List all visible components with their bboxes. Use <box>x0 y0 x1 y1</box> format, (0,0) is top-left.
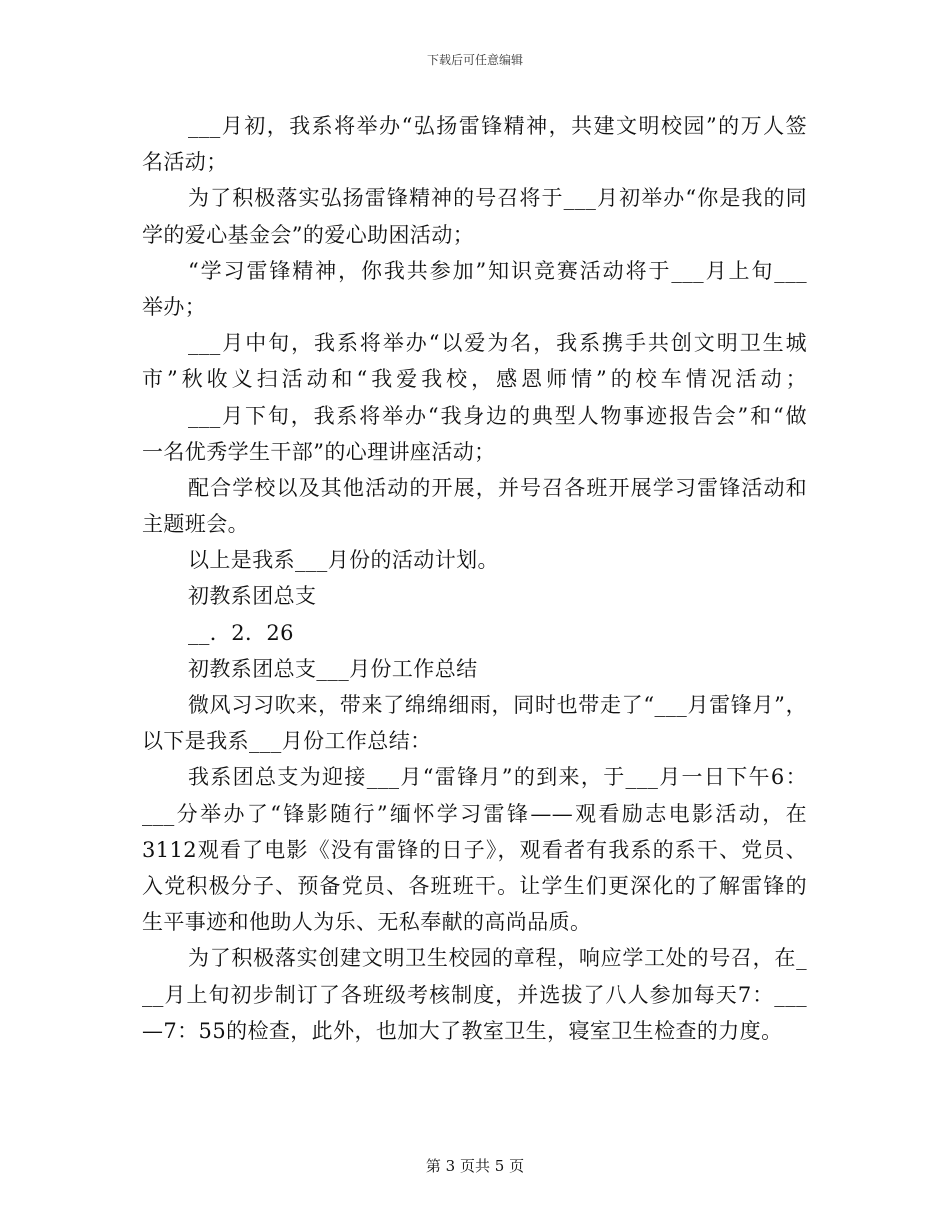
text-line: __．2．26 <box>188 620 294 645</box>
text-line: 生平事迹和他助人为乐、无私奉献的高尚品质。 <box>142 910 592 935</box>
text-line: __月上旬初步制订了各班级考核制度，并选拔了八人参加每天7：___ <box>142 982 807 1007</box>
text-line: 以下是我系___月份工作总结： <box>142 729 432 754</box>
text-line: 微风习习吹来，带来了绵绵细雨，同时也带走了“___月雷锋月”， <box>188 693 807 717</box>
text-line: 一名优秀学生干部”的心理讲座活动； <box>142 439 496 464</box>
document-body <box>142 108 807 1049</box>
text-line: ___月下旬，我系将举办“我身边的典型人物事迹报告会”和“做 <box>188 403 807 428</box>
text-line: ___月初，我系将举办“弘扬雷锋精神，共建文明校园”的万人签 <box>188 114 807 138</box>
text-line: 名活动； <box>142 150 228 175</box>
text-line: 以上是我系___月份的活动计划。 <box>188 548 499 573</box>
text-line: ___分举办了“锋影随行”缅怀学习雷锋——观看励志电影活动，在 <box>142 801 807 826</box>
text-line: 初教系团总支 <box>188 584 317 609</box>
text-line: —7：55的检查，此外，也加大了教室卫生，寝室卫生检查的力度。 <box>142 1018 783 1043</box>
text-line: 配合学校以及其他活动的开展，并号召各班开展学习雷锋活动和 <box>188 475 807 500</box>
text-line: 入党积极分子、预备党员、各班班干。让学生们更深化的了解雷锋的 <box>142 873 807 898</box>
page-header: 下载后可任意编辑 <box>426 53 523 67</box>
text-line: 举办； <box>142 294 207 319</box>
text-line: 初教系团总支___月份工作总结 <box>188 656 478 681</box>
text-line: 市”秋收义扫活动和“我爱我校，感恩师情”的校车情况活动； <box>142 367 807 392</box>
text-line: 为了积极落实创建文明卫生校园的章程，响应学工处的号召，在_ <box>188 946 807 971</box>
text-line: ___月中旬，我系将举办“以爱为名，我系携手共创文明卫生城 <box>188 331 807 356</box>
text-line: 主题班会。 <box>142 512 249 537</box>
page-number: 第 3 页共 5 页 <box>425 1157 525 1175</box>
text-line: 3112观看了电影《没有雷锋的日子》，观看者有我系的系干、党员、 <box>142 837 807 862</box>
text-line: 为了积极落实弘扬雷锋精神的号召将于___月初举办“你是我的同 <box>188 186 807 211</box>
text-line: 学的爱心基金会”的爱心助困活动； <box>142 222 475 247</box>
text-line: 我系团总支为迎接___月“雷锋月”的到来，于___月一日下午6： <box>188 765 807 790</box>
text-line: “学习雷锋精神，你我共参加”知识竞赛活动将于___月上旬___ <box>188 258 807 283</box>
